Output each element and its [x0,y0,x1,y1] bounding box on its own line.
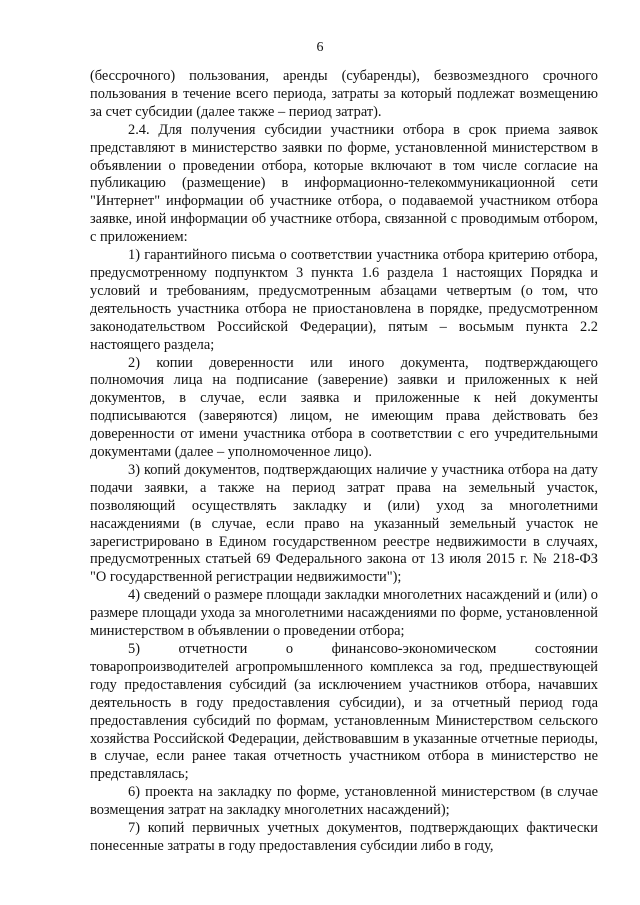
list-item-3: 3) копий документов, подтверждающих наличие у участника отбора на дату подачи заявки, а также на период затрат права на земельный участок, позволяющий осуществлять закладку и (или) уход за многолетними насаждениями (в случае, если право на указанный земельный участок не зарегистрировано в Едином государственном реестре недвижимости в случаях, предусмотренных статьей 69 Федерального закона от 13 июля 2015 г. № 218-ФЗ "О государственной регистрации недвижимости"); [90,461,598,586]
page-number: 6 [316,40,324,55]
list-item-2: 2) копии доверенности или иного документа, подтверждающего полномочия лица на подписание (заверение) заявки и приложенных к ней документов, в случае, если заявка и приложенные к ней документы подписываются (заверяются) лицом, не имеющим права действовать без доверенности от имени участника отбора в соответствии с его учредительными документами (далее – уполномоченное лицо). [90,354,598,461]
list-item-6: 6) проекта на закладку по форме, установленной министерством (в случае возмещения затрат на закладку многолетних насаждений); [90,784,598,819]
document-body [90,68,598,856]
list-item-5: 5) отчетности о финансово-экономическом состоянии товаропроизводителей агропромышленного комплекса за год, предшествующей году предоставления субсидий (за исключением участников отбора, начавших деятельность в году предоставления субсидии), и за отчетный период года предоставления субсидий по формам, установленным Министерством сельского хозяйства Российской Федерации, действовавшим в указанные отчетные периоды, в случае, если ранее такая отчетность участником отбора в министерство не представлялась; [90,641,598,783]
paragraph-2-4: 2.4. Для получения субсидии участники отбора в срок приема заявок представляют в министерство заявки по форме, установленной министерством в объявлении о проведении отбора, которые включают в том числе согласие на публикацию (размещение) в информационно-телекоммуникационной сети "Интернет" информации об участнике отбора, о подаваемой участником отбора заявке, иной информации об участнике отбора, связанной с проводимым отбором, с приложением: [90,121,598,246]
list-item-7: 7) копий первичных учетных документов, подтверждающих фактически понесенные затраты в году предоставления субсидии либо в году, [90,820,598,854]
list-item-1: 1) гарантийного письма о соответствии участника отбора критерию отбора, предусмотренному подпунктом 3 пункта 1.6 раздела 1 настоящих Порядка и условий и требованиям, предусмотренным абзацами четвертым (о том, что деятельность участника отбора не приостановлена в порядке, предусмотренном законодательством Российской Федерации), пятым – восьмым пункта 2.2 настоящего раздела; [90,247,598,353]
list-item-4: 4) сведений о размере площади закладки многолетних насаждений и (или) о размере площади ухода за многолетними насаждениями по форме, установленной министерством в объявлении о проведении отбора; [90,587,598,640]
paragraph-continuation: (бессрочного) пользования, аренды (субаренды), безвозмездного срочного пользования в течение всего периода, затраты за который подлежат возмещению за счет субсидии (далее также – период затрат). [90,68,598,120]
